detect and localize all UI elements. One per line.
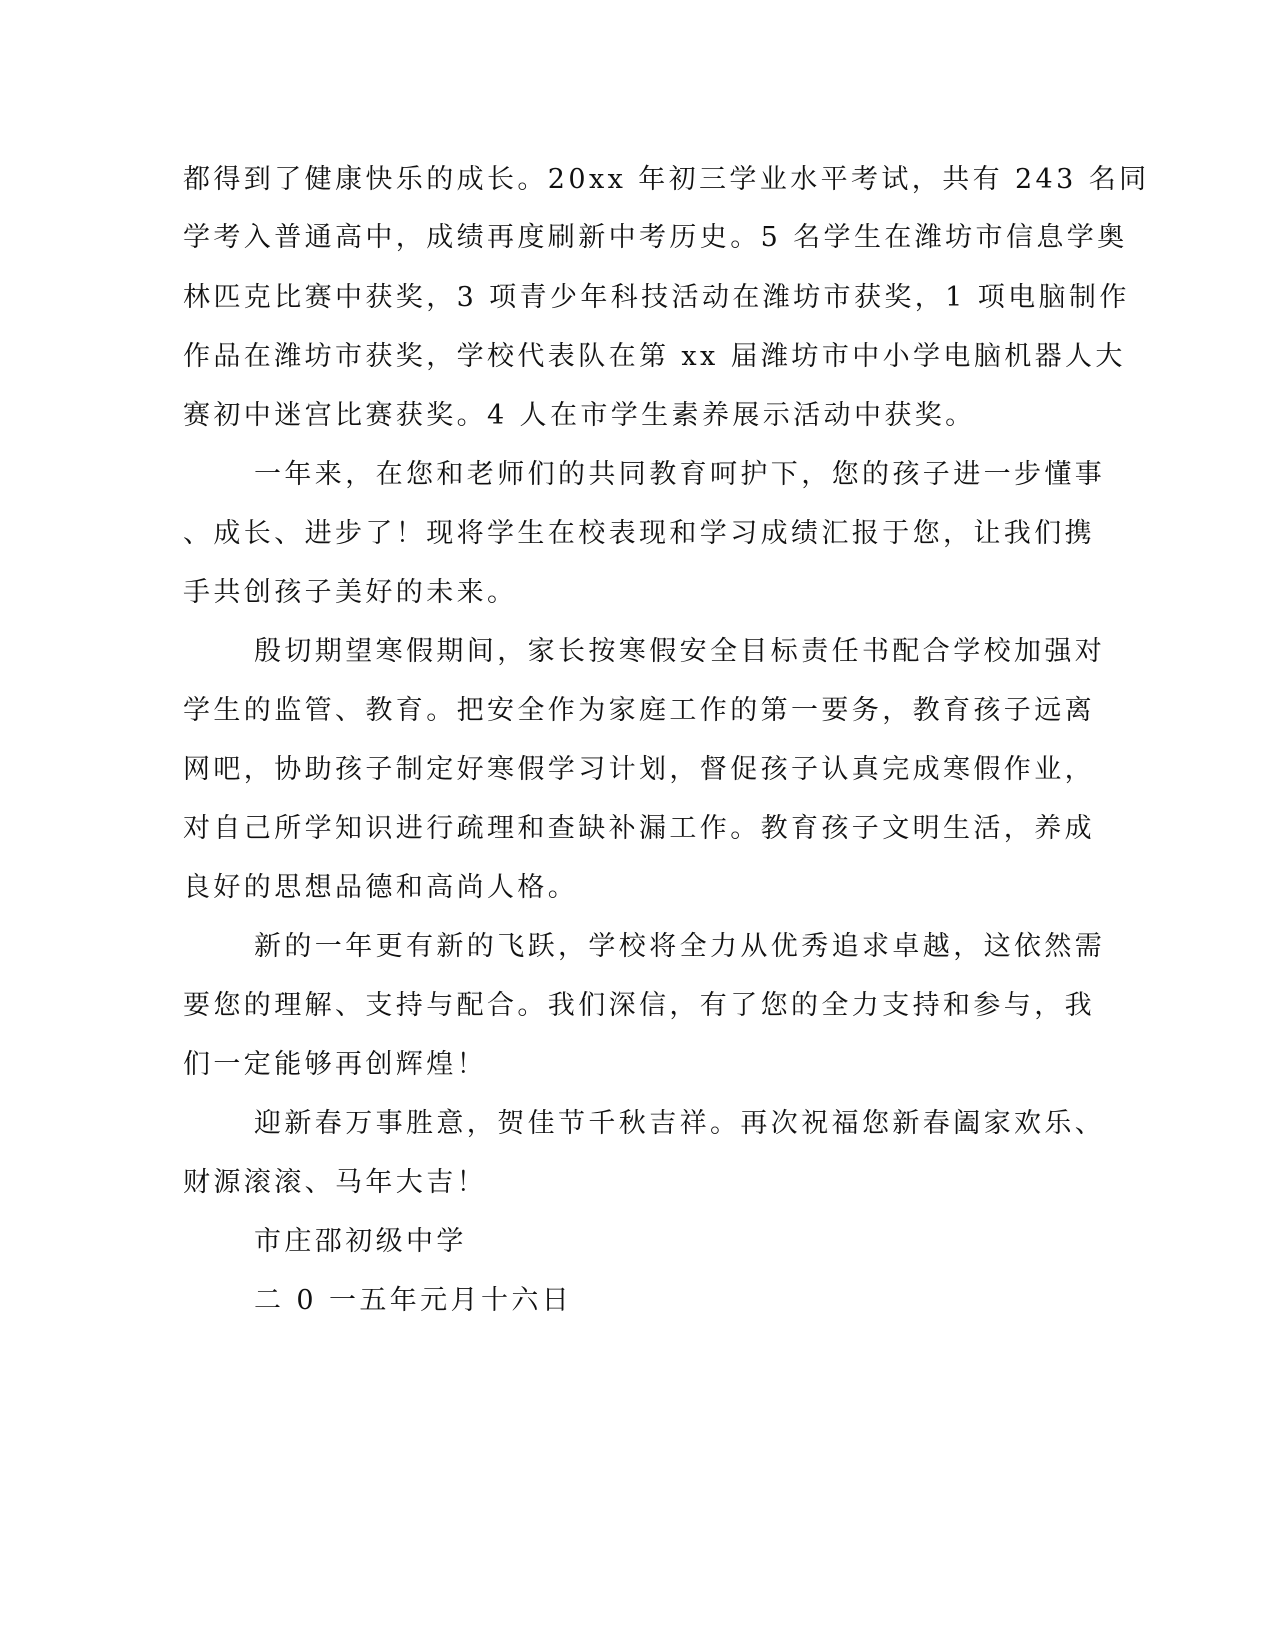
paragraph-line: 殷切期望寒假期间，家长按寒假安全目标责任书配合学校加强对 — [254, 636, 1106, 667]
paragraph-line: 作品在潍坊市获奖，学校代表队在第 xx 届潍坊市中小学电脑机器人大 — [183, 341, 1126, 372]
paragraph-line: 要您的理解、支持与配合。我们深信，有了您的全力支持和参与，我 — [183, 990, 1095, 1021]
paragraph-line: 良好的思想品德和高尚人格。 — [183, 872, 579, 903]
paragraph-line: 新的一年更有新的飞跃，学校将全力从优秀追求卓越，这依然需 — [254, 931, 1106, 962]
paragraph-line: 、成长、进步了！现将学生在校表现和学习成绩汇报于您，让我们携 — [183, 518, 1095, 549]
paragraph-line: 学考入普通高中，成绩再度刷新中考历史。5 名学生在潍坊市信息学奥 — [183, 222, 1128, 253]
paragraph-line: 一年来，在您和老师们的共同教育呵护下，您的孩子进一步懂事 — [254, 459, 1106, 490]
paragraph-line: 赛初中迷宫比赛获奖。4 人在市学生素养展示活动中获奖。 — [183, 400, 976, 431]
paragraph-line: 财源滚滚、马年大吉！ — [183, 1167, 487, 1198]
paragraph-line: 林匹克比赛中获奖，3 项青少年科技活动在潍坊市获奖，1 项电脑制作 — [183, 282, 1130, 313]
paragraph-line: 手共创孩子美好的未来。 — [183, 577, 518, 608]
paragraph-line: 都得到了健康快乐的成长。20xx 年初三学业水平考试，共有 243 名同 — [183, 164, 1150, 195]
paragraph-line: 们一定能够再创辉煌！ — [183, 1049, 487, 1080]
signature-school: 市庄邵初级中学 — [254, 1226, 467, 1257]
paragraph-line: 学生的监管、教育。把安全作为家庭工作的第一要务，教育孩子远离 — [183, 695, 1095, 726]
paragraph-line: 网吧，协助孩子制定好寒假学习计划，督促孩子认真完成寒假作业， — [183, 754, 1095, 785]
signature-date: 二 0 一五年元月十六日 — [254, 1285, 573, 1316]
paragraph-line: 对自己所学知识进行疏理和查缺补漏工作。教育孩子文明生活，养成 — [183, 813, 1095, 844]
paragraph-line: 迎新春万事胜意，贺佳节千秋吉祥。再次祝福您新春阖家欢乐、 — [254, 1108, 1106, 1139]
